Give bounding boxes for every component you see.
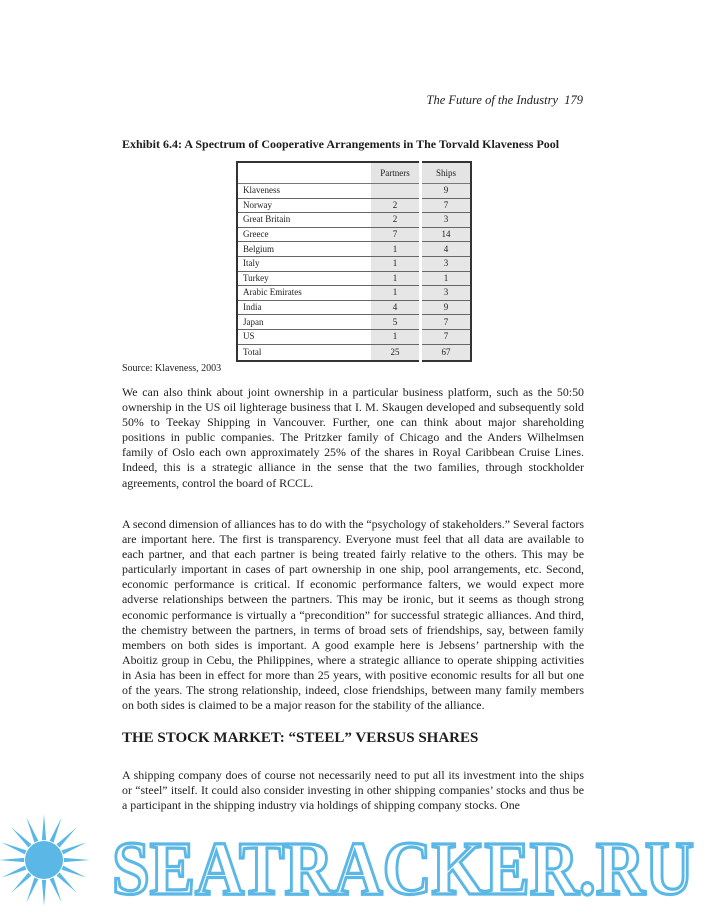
table-cell-partners: 5 [371, 315, 421, 330]
table-cell-label: Belgium [237, 242, 371, 257]
running-title: The Future of the Industry [426, 93, 558, 107]
table-cell-label: Italy [237, 256, 371, 271]
table-cell-ships: 9 [421, 300, 472, 315]
table-row [237, 184, 471, 199]
table-cell-partners [371, 184, 421, 199]
exhibit-table [236, 161, 472, 362]
table-cell-ships: 4 [421, 242, 472, 257]
table-cell-ships: 7 [421, 198, 472, 213]
table-cell-label: Arabic Emirates [237, 286, 371, 301]
table-row [237, 300, 471, 315]
table-cell-label: Japan [237, 315, 371, 330]
table-cell-partners: 1 [371, 286, 421, 301]
table-cell-ships: 14 [421, 227, 472, 242]
table-cell-partners: 2 [371, 213, 421, 228]
page-number: 179 [564, 93, 583, 107]
table-cell-partners: 25 [371, 344, 421, 361]
table-cell-label: Total [243, 346, 262, 357]
table-cell-label: Greece [237, 227, 371, 242]
table-row [237, 198, 471, 213]
table-cell-label: Turkey [237, 271, 371, 286]
table-row [237, 256, 471, 271]
table-cell-ships: 7 [421, 315, 472, 330]
table-row [237, 344, 471, 361]
table-cell-partners: 1 [371, 242, 421, 257]
table-row [237, 242, 471, 257]
table-cell-partners: 7 [371, 227, 421, 242]
table-cell-label: Klaveness [237, 184, 371, 199]
exhibit-source: Source: Klaveness, 2003 [122, 363, 222, 374]
table-cell-partners: 1 [371, 256, 421, 271]
table-cell-ships: 7 [421, 329, 472, 344]
table-cell-ships: 3 [421, 286, 472, 301]
exhibit-title: Exhibit 6.4: A Spectrum of Cooperative Arrangements in The Torvald Klaveness Pool [122, 137, 560, 151]
table-cell-partners: 2 [371, 198, 421, 213]
table-row [237, 286, 471, 301]
table-row [237, 329, 471, 344]
table-cell-ships: 1 [421, 271, 472, 286]
table-header-row [237, 162, 471, 184]
column-header [237, 162, 371, 184]
column-header: Partners [371, 162, 421, 184]
seatracker-watermark [0, 808, 704, 918]
table-row [237, 213, 471, 228]
column-header: Ships [421, 162, 472, 184]
watermark-text: SEATRACKER.RU [112, 827, 694, 911]
table-cell-label: Norway [237, 198, 371, 213]
paragraph-psychology-of-stakeholders: A second dimension of alliances has to do with the “psychology of stakeholders.” Several factors are important here. The first is transparency. Everyone must feel that all data are available to each partner, and that each partner is being treated fairly relative to the others. This may be particularly important in cases of part ownership in one ship, pool arrangements, etc. Second, economic performance is critical. If economic performance falters, we would expect more adverse relationships between the partners. This may be ironic, but it seems as though strong economic performance is virtually a “precondition” for successful strategic alliances. And third, the chemistry between the partners, in terms of broad sets of friendships, say, between family members on both sides is important. A good example here is Jebsens’ partnership with the Aboitiz group in Cebu, the Philippines, where a strategic alliance to operate shipping activities in Asia has been in effect for more than 25 years, with positive economic results for all but one of the years. The strong relationship, indeed, close friendships, between many family members on both sides is claimed to be a major reason for the stability of the alliance. [122, 517, 584, 713]
table-cell-partners: 1 [371, 329, 421, 344]
table-cell-ships: 3 [421, 213, 472, 228]
sunburst-logo-icon [0, 814, 90, 906]
table-cell-ships: 67 [421, 344, 472, 361]
table-cell-partners: 4 [371, 300, 421, 315]
table-row [237, 315, 471, 330]
table-cell-label: Great Britain [237, 213, 371, 228]
table-cell-ships: 9 [421, 184, 472, 199]
running-header [427, 93, 583, 108]
table-cell-ships: 3 [421, 256, 472, 271]
table-cell-label: US [237, 329, 371, 344]
paragraph-stock-market: A shipping company does of course not necessarily need to put all its investment into the ships or “steel” itself. It could also consider investing in other shipping companies’ stocks and thus be a participant in the shipping industry via holdings of shipping company stocks. One [122, 768, 584, 813]
table-row [237, 271, 471, 286]
paragraph-joint-ownership: We can also think about joint ownership in a particular business platform, such as the 50:50 ownership in the US oil lighterage business that I. M. Skaugen developed and subsequently sold 50% to Teekay Shipping in Vancouver. Further, one can think about major shareholding positions in public companies. The Pritzker family of Chicago and the Anders Wilhelmsen family of Oslo each own approximately 25% of the shares in Royal Caribbean Cruise Lines. Indeed, this is a strategic alliance in the sense that the two families, through stockholder agreements, control the board of RCCL. [122, 385, 584, 490]
table-cell-label: India [237, 300, 371, 315]
section-heading: THE STOCK MARKET: “STEEL” VERSUS SHARES [122, 730, 479, 746]
table-cell-partners: 1 [371, 271, 421, 286]
table-row [237, 227, 471, 242]
